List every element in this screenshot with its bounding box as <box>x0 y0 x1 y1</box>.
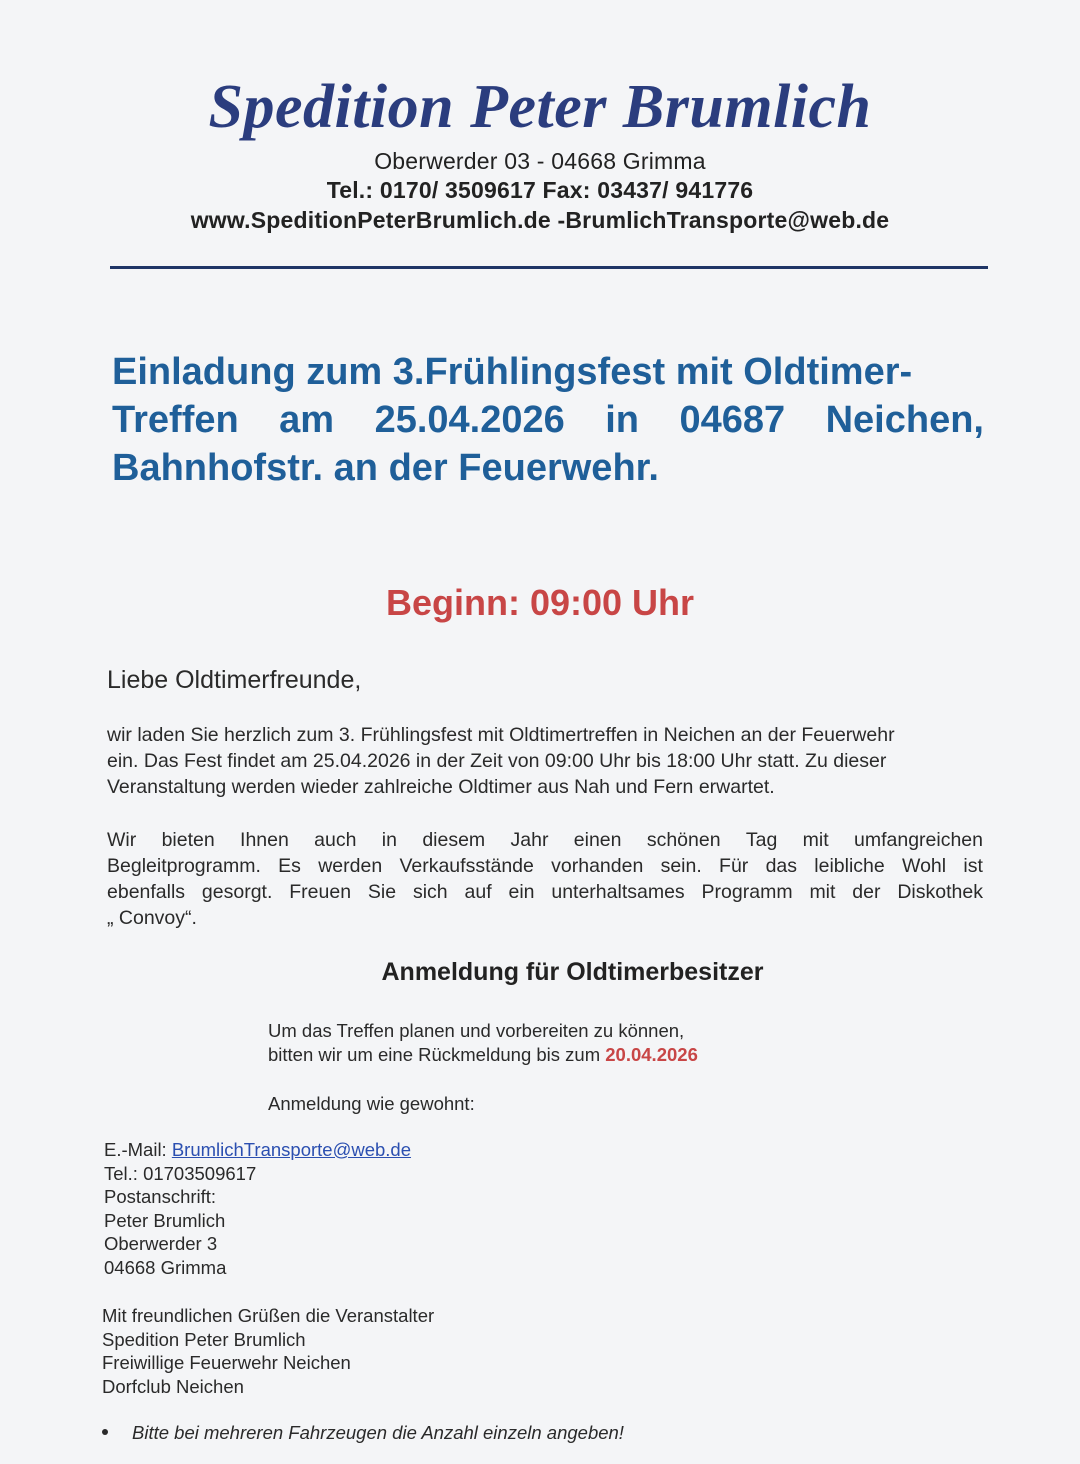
postal-street: Oberwerder 3 <box>104 1233 218 1254</box>
paragraph-line: ein. Das Fest findet am 25.04.2026 in der Zeit von 09:00 Uhr bis 18:00 Uhr statt. Zu dieser <box>107 750 887 772</box>
word: Programm <box>701 881 793 903</box>
registration-line-1: Um das Treffen planen und vorbereiten zu können, <box>268 1020 685 1041</box>
email-link[interactable]: BrumlichTransporte@web.de <box>171 1139 412 1160</box>
word: sein. <box>660 855 702 877</box>
paragraph-line <box>107 879 983 905</box>
title-word: am <box>279 399 335 441</box>
registration-deadline: 20.04.2026 <box>605 1044 698 1065</box>
word: diesem <box>422 829 486 851</box>
postal-label: Postanschrift: <box>104 1186 217 1207</box>
organizer-line: Spedition Peter Brumlich <box>102 1328 306 1350</box>
word: Tag <box>745 829 778 851</box>
word: der <box>852 881 881 903</box>
note-bullet <box>102 1422 624 1444</box>
paragraph-line <box>107 853 983 879</box>
closing-block <box>102 1304 434 1398</box>
title-line-2 <box>112 396 984 444</box>
title-word: Neichen, <box>825 399 984 441</box>
note-text: Bitte bei mehreren Fahrzeugen die Anzahl einzeln angeben! <box>132 1422 624 1443</box>
word: auf <box>464 881 492 903</box>
paragraph-line: Veranstaltung werden wieder zahlreiche Oldtimer aus Nah und Fern erwartet. <box>107 776 775 798</box>
title-line-3: Bahnhofstr. an der Feuerwehr. <box>112 447 659 489</box>
word: Wir <box>107 829 137 851</box>
company-name-heading: Spedition Peter Brumlich <box>208 73 872 141</box>
word: ist <box>963 855 983 877</box>
word: Verkaufsstände <box>399 855 534 877</box>
postal-name: Peter Brumlich <box>104 1209 226 1231</box>
greeting: Liebe Oldtimerfreunde, <box>107 666 362 694</box>
word: Wohl <box>902 855 947 877</box>
word: Es <box>278 855 301 877</box>
invitation-title <box>112 348 984 492</box>
paragraph-line: „ Convoy“. <box>107 907 197 929</box>
organizer-line: Dorfclub Neichen <box>102 1375 244 1397</box>
organizer-line: Freiwillige Feuerwehr Neichen <box>102 1352 351 1373</box>
word: vorhanden <box>551 855 644 877</box>
word: schönen <box>646 829 721 851</box>
word: gesorgt. <box>201 881 273 903</box>
word: Ihnen <box>240 829 289 851</box>
paragraph-2 <box>107 827 983 931</box>
email-label: E.-Mail: <box>104 1139 172 1160</box>
word: mit <box>802 829 829 851</box>
word: einen <box>573 829 622 851</box>
word: Begleitprogramm. <box>107 855 261 877</box>
word: in <box>381 829 397 851</box>
paragraph-line <box>107 827 983 853</box>
registration-line-3: Anmeldung wie gewohnt: <box>268 1093 475 1114</box>
title-line-1: Einladung zum 3.Frühlingsfest mit Oldtimer- <box>112 351 913 393</box>
word: Sie <box>367 881 397 903</box>
paragraph-line: wir laden Sie herzlich zum 3. Frühlingsfest mit Oldtimertreffen in Neichen an der Feuerwehr <box>107 724 895 746</box>
word: ebenfalls <box>107 881 186 903</box>
registration-heading: Anmeldung für Oldtimerbesitzer <box>381 958 764 986</box>
title-word: 04687 <box>679 399 786 441</box>
word: bieten <box>161 829 215 851</box>
title-word: in <box>605 399 639 441</box>
company-phone-fax: Tel.: 0170/ 3509617 Fax: 03437/ 941776 <box>326 177 754 203</box>
paragraph-1 <box>107 722 983 800</box>
title-word: Treffen <box>112 399 239 441</box>
word: unterhaltsames <box>551 881 685 903</box>
bullet-icon <box>102 1429 108 1435</box>
postal-city: 04668 Grimma <box>104 1256 227 1278</box>
start-time: Beginn: 09:00 Uhr <box>385 582 695 623</box>
closing-line: Mit freundlichen Grüßen die Veranstalter <box>102 1305 435 1326</box>
word: umfangreichen <box>854 829 983 851</box>
company-web-email: www.SpeditionPeterBrumlich.de -BrumlichTransporte@web.de <box>190 207 890 233</box>
word: Jahr <box>510 829 549 851</box>
word: leibliche <box>814 855 885 877</box>
word: werden <box>318 855 383 877</box>
registration-line-2-text: bitten wir um eine Rückmeldung bis zum <box>268 1044 606 1065</box>
header-divider <box>110 266 988 269</box>
company-address: Oberwerder 03 - 04668 Grimma <box>374 148 706 174</box>
registration-line-2 <box>268 1043 698 1067</box>
word: Freuen <box>289 881 352 903</box>
contact-phone: Tel.: 01703509617 <box>104 1162 257 1184</box>
word: mit <box>809 881 836 903</box>
word: Für <box>719 855 749 877</box>
word: ein <box>508 881 535 903</box>
word: auch <box>314 829 357 851</box>
word: das <box>765 855 798 877</box>
word: Diskothek <box>897 881 983 903</box>
contact-email-row <box>104 1138 411 1162</box>
word: sich <box>412 881 448 903</box>
contact-block <box>104 1138 411 1279</box>
title-word: 25.04.2026 <box>374 399 565 441</box>
